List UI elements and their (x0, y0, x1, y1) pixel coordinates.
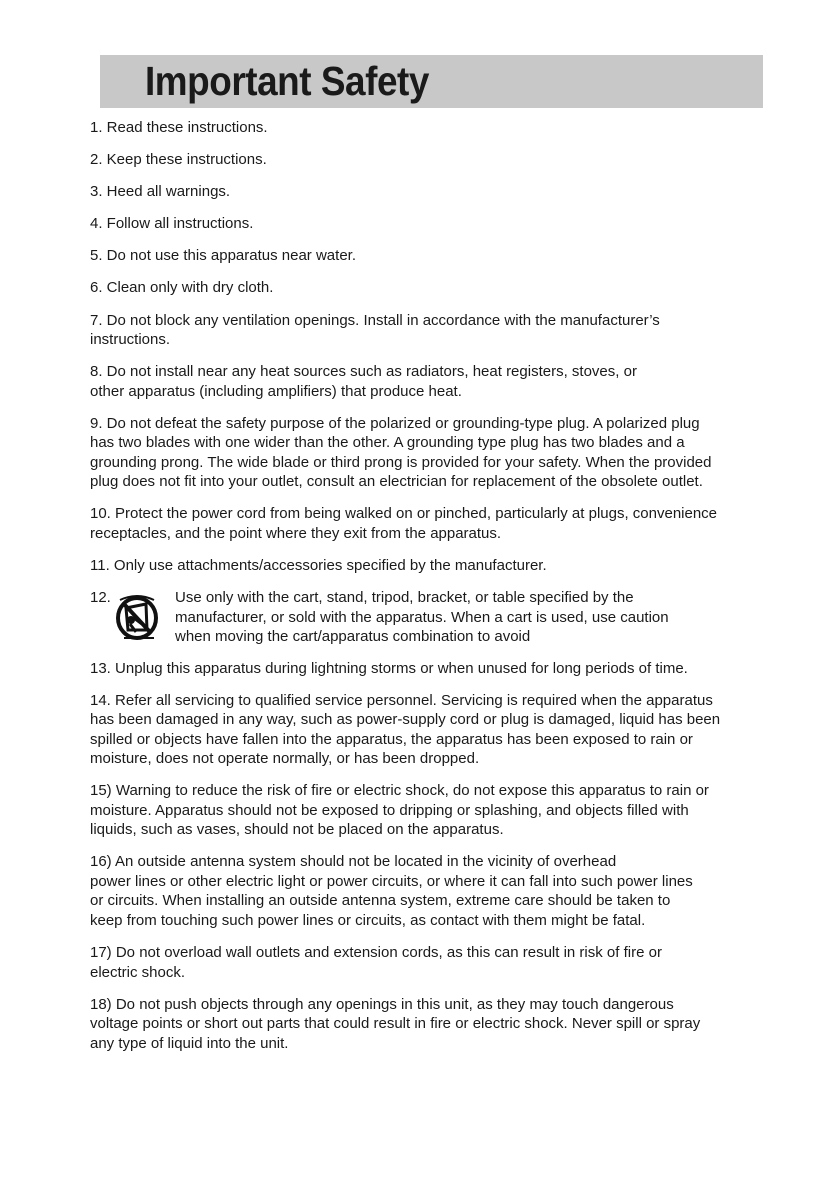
item-text-line: power lines or other electric light or power circuits, or where it can fall into such power lines (90, 872, 693, 890)
item-text-line: 14. Refer all servicing to qualified service personnel. Servicing is required when the apparatus (90, 691, 713, 709)
item-text-line: 7. Do not block any ventilation openings. Install in accordance with the manufacturer’s (90, 311, 660, 329)
list-item (90, 852, 810, 930)
cart-tip-over-warning-icon (116, 594, 158, 640)
list-item (90, 118, 810, 138)
list-item (90, 781, 810, 840)
item-text-line: 16) An outside antenna system should not be located in the vicinity of overhead (90, 853, 617, 871)
list-item (90, 504, 810, 543)
item-text-line: any type of liquid into the unit. (90, 1034, 289, 1052)
item-text-line: keep from touching such power lines or circuits, as contact with them might be fatal. (90, 911, 646, 929)
item-text-line: manufacturer, or sold with the apparatus. When a cart is used, use caution (175, 608, 669, 626)
item-text-line: electric shock. (90, 963, 186, 981)
list-item (90, 691, 810, 769)
item-text-line: 1. Read these instructions. (90, 119, 268, 136)
item-text-line: when moving the cart/apparatus combination to avoid (175, 628, 531, 646)
list-item (90, 659, 810, 679)
item-text-line: has two blades with one wider than the other. A grounding type plug has two blades and a (90, 434, 685, 452)
item-text-line: 8. Do not install near any heat sources such as radiators, heat registers, stoves, or (90, 363, 637, 381)
item-text-line: 17) Do not overload wall outlets and extension cords, as this can result in risk of fire or (90, 944, 662, 961)
item-text-line: receptacles, and the point where they exit from the apparatus. (90, 524, 502, 542)
list-item (90, 556, 810, 576)
item-text-line: Use only with the cart, stand, tripod, bracket, or table specified by the (175, 589, 634, 607)
item-text-line: 15) Warning to reduce the risk of fire or electric shock, do not expose this apparatus to rain or (90, 782, 709, 800)
list-item-12 (90, 588, 810, 646)
item-text-line: instructions. (90, 331, 171, 349)
list-item (90, 414, 810, 492)
item-text-line: other apparatus (including amplifiers) that produce heat. (90, 382, 462, 400)
item-text-line: 6. Clean only with dry cloth. (90, 279, 274, 297)
item-text-line: spilled or objects have fallen into the apparatus, the apparatus has been exposed to rain or (90, 730, 693, 748)
list-item (90, 995, 810, 1054)
item-text-line: 10. Protect the power cord from being walked on or pinched, particularly at plugs, convenience (90, 505, 718, 523)
item-text-line: has been damaged in any way, such as power-supply cord or plug is damaged, liquid has been (90, 711, 721, 729)
list-item (90, 214, 810, 234)
item-text-line: 2. Keep these instructions. (90, 151, 267, 169)
item-text-line: 3. Heed all warnings. (90, 183, 231, 201)
item-text-line: liquids, such as vases, should not be placed on the apparatus. (90, 821, 504, 839)
list-item (90, 182, 810, 202)
list-item (90, 246, 810, 266)
item-text-line: 9. Do not defeat the safety purpose of the polarized or grounding-type plug. A polarized plug (90, 414, 700, 432)
list-item (90, 278, 810, 298)
list-item (90, 150, 810, 170)
item-text-line: 18) Do not push objects through any openings in this unit, as they may touch dangerous (90, 995, 674, 1013)
item-number: 12. (90, 589, 111, 607)
item-text-line: 13. Unplug this apparatus during lightning storms or when unused for long periods of time. (90, 659, 688, 677)
item-text-line: 5. Do not use this apparatus near water. (90, 247, 356, 265)
item-text-line: voltage points or short out parts that could result in fire or electric shock. Never spill or spray (90, 1015, 701, 1033)
list-item (90, 362, 810, 401)
list-item (90, 311, 810, 350)
item-text-line: 11. Only use attachments/accessories specified by the manufacturer. (90, 556, 547, 574)
item-text-line: 4. Follow all instructions. (90, 215, 254, 233)
item-text-line: grounding prong. The wide blade or third prong is provided for your safety. When the provided (90, 453, 712, 471)
item-text-line: moisture, does not operate normally, or has been dropped. (90, 750, 480, 768)
page-title: Important Safety (145, 58, 429, 104)
safety-instructions-list (90, 118, 810, 1066)
item-text-line: or circuits. When installing an outside antenna system, extreme care should be taken to (90, 892, 671, 910)
title-banner (100, 55, 763, 108)
item-text-line: moisture. Apparatus should not be exposed to dripping or splashing, and objects filled with (90, 801, 689, 819)
list-item (90, 943, 810, 982)
item-text-line: plug does not fit into your outlet, consult an electrician for replacement of the obsolete outlet. (90, 473, 703, 491)
